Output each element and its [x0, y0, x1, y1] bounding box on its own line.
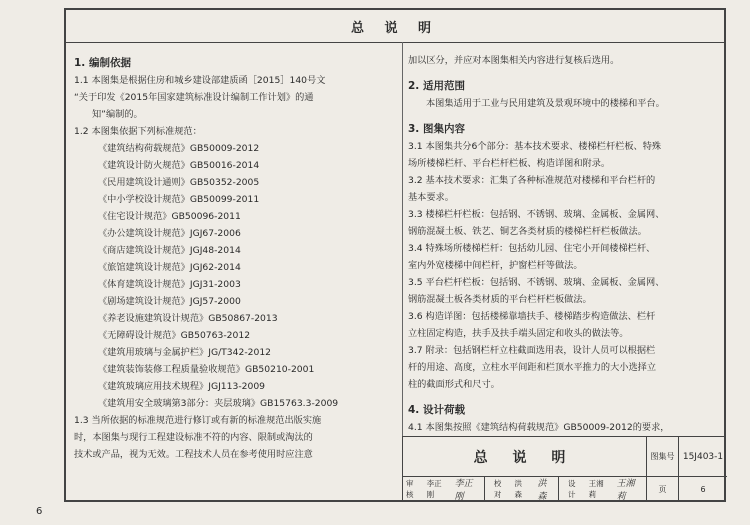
- standard-item: 《中小学校设计规范》GB50099-2011: [98, 194, 260, 205]
- standard-item: 《建筑用玻璃与金属护栏》JG/T342-2012: [98, 347, 272, 358]
- title-block: [402, 436, 726, 500]
- paragraph-line: 室内外宽楼梯中间栏杆，护窗栏杆等做法。: [408, 260, 583, 271]
- standard-item: 《住宅设计规范》GB50096-2011: [98, 211, 241, 222]
- standard-item: 《商店建筑设计规范》JGJ48-2014: [98, 245, 241, 256]
- standard-item: 《建筑设计防火规范》GB50016-2014: [98, 160, 260, 171]
- standard-item: 《养老设施建筑设计规范》GB50867-2013: [98, 313, 278, 324]
- paragraph-line: 3.4 特殊场所楼梯栏杆：包括幼儿园、住宅小开间楼梯栏杆、: [408, 243, 656, 254]
- standard-item: 《民用建筑设计通则》GB50352-2005: [98, 177, 260, 188]
- paragraph-line: 杆的用途、高度，立柱水平间距和栏顶水平推力的大小选择立: [408, 362, 657, 373]
- sheet-page-number: 6: [700, 484, 706, 494]
- paragraph-line: 3.1 本图集共分6个部分：基本技术要求、楼梯栏杆栏板、特殊: [408, 141, 662, 152]
- section-title: 2. 适用范围: [408, 80, 465, 92]
- paragraph-line: 1.1 本图集是根据住房和城乡建设部建质函［2015］140号文: [74, 75, 326, 86]
- reviewer-name: 李正刚: [426, 479, 442, 499]
- paragraph-line: 技术或产品，视为无效。工程技术人员在参考使用时应注意: [74, 449, 313, 460]
- standard-item: 《剧场建筑设计规范》JGJ57-2000: [98, 296, 241, 307]
- standard-item: 《建筑结构荷载规范》GB50009-2012: [98, 143, 260, 154]
- heading-divider: [66, 42, 724, 43]
- paragraph-line: 时，本图集与现行工程建设标准不符的内容、限制或淘汰的: [74, 432, 313, 443]
- paragraph-line: 加以区分，并应对本图集相关内容进行复核后选用。: [408, 55, 620, 66]
- review-label: 审核: [406, 479, 414, 499]
- signature-row: [403, 477, 647, 501]
- paragraph-line: 3.7 附录：包括钢栏杆立柱截面选用表，设计人员可以根据栏: [408, 345, 656, 356]
- paragraph-line: 1.2 本图集依据下列标准规范：: [74, 126, 202, 137]
- standard-item: 《体育建筑设计规范》JGJ31-2003: [98, 279, 241, 290]
- checker-name: 洪 森: [514, 479, 523, 499]
- paragraph-line: 本图集适用于工业与民用建筑及景观环境中的楼梯和平台。: [426, 98, 665, 109]
- checker-signature: 洪森: [537, 479, 547, 502]
- column-divider: [402, 42, 403, 436]
- paragraph-line: 3.5 平台栏杆栏板：包括钢、不锈钢、玻璃、金属板、金属网、: [408, 277, 665, 288]
- right-column: [408, 52, 720, 436]
- paragraph-line: 基本要求。: [408, 192, 454, 203]
- designer-signature: 王湘莉: [616, 479, 635, 502]
- paragraph-line: 钢筋混凝土板各类材质的平台栏杆栏板做法。: [408, 294, 592, 305]
- standard-item: 《无障碍设计规范》GB50763-2012: [98, 330, 251, 341]
- atlas-number-label: 图集号: [647, 437, 679, 477]
- title-block-title: 总 说 明: [403, 437, 647, 477]
- standard-item: 《建筑玻璃应用技术规程》JGJ113-2009: [98, 381, 266, 392]
- paragraph-line: 3.6 构造详图：包括楼梯靠墙扶手、楼梯踏步构造做法、栏杆: [408, 311, 656, 322]
- paragraph-line: 知”编制的。: [92, 109, 143, 120]
- section-title: 3. 图集内容: [408, 123, 465, 135]
- paragraph-line: “关于印发《2015年国家建筑标准设计编制工作计划》的通: [74, 92, 314, 103]
- standard-item: 《办公建筑设计规范》JGJ67-2006: [98, 228, 241, 239]
- section-title: 4. 设计荷载: [408, 404, 465, 416]
- standard-item: 《建筑用安全玻璃第3部分：夹层玻璃》GB15763.3-2009: [98, 398, 339, 409]
- check-label: 校对: [493, 479, 502, 499]
- paragraph-line: 3.2 基本技术要求：汇集了各种标准规范对楼梯和平台栏杆的: [408, 175, 656, 186]
- paragraph-line: 场所楼梯栏杆、平台栏杆栏板、构造详图和附录。: [408, 158, 611, 169]
- drawing-frame: [64, 8, 726, 502]
- paragraph-line: 4.1 本图集按照《建筑结构荷载规范》GB50009-2012的要求，: [408, 422, 670, 433]
- section-title: 1. 编制依据: [74, 57, 131, 69]
- design-label: 设计: [568, 479, 576, 499]
- paragraph-line: 3.3 楼梯栏杆栏板：包括钢、不锈钢、玻璃、金属板、金属网、: [408, 209, 665, 220]
- page-title: 总 说 明: [350, 21, 440, 36]
- reviewer-signature: 李正刚: [454, 479, 473, 502]
- left-column: [74, 52, 398, 463]
- paragraph-line: 1.3 当所依据的标准规范进行修订或有新的标准规范出版实施: [74, 415, 322, 426]
- paragraph-line: 柱的截面形式和尺寸。: [408, 379, 500, 390]
- paragraph-line: 立柱固定构造，扶手及扶手端头固定和收头的做法等。: [408, 328, 629, 339]
- page-label: 页: [647, 477, 679, 501]
- atlas-number: 15J403-1: [679, 437, 727, 477]
- paragraph-line: 钢筋混凝土板、铁艺、铜艺各类材质的楼梯栏杆栏板做法。: [408, 226, 647, 237]
- page-number: 6: [36, 506, 43, 517]
- designer-name: 王湘莉: [588, 479, 604, 499]
- standard-item: 《旅馆建筑设计规范》JGJ62-2014: [98, 262, 241, 273]
- standard-item: 《建筑装饰装修工程质量验收规范》GB50210-2001: [98, 364, 315, 375]
